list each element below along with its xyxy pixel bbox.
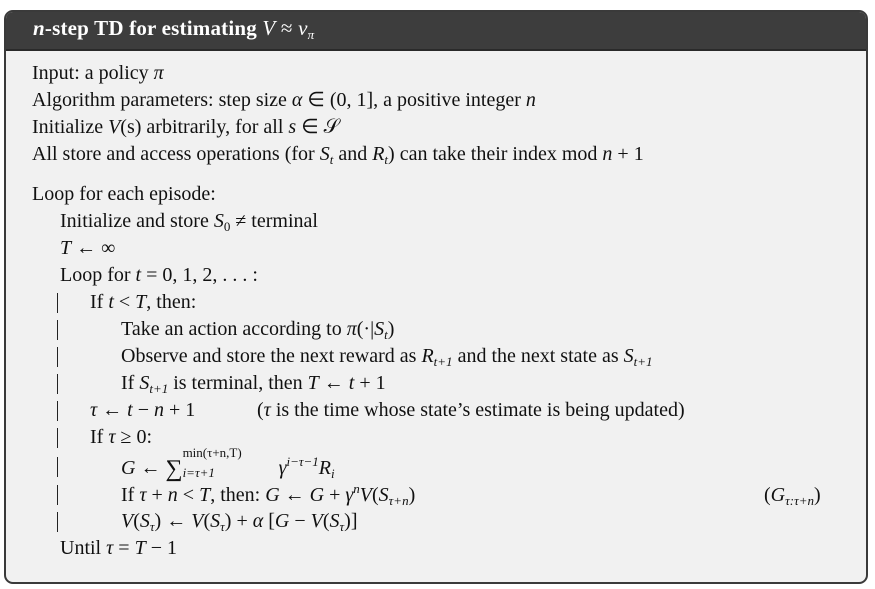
if-bootstrap-lt: < [177,484,200,506]
title-pi: π [307,27,315,42]
if-bootstrap-text2: , then: [210,484,266,506]
observe-R-sub: t+1 [433,354,453,369]
tau-update-n: n [154,399,165,421]
vu-bracket: [ [263,510,275,532]
if-bootstrap-gamma-sup: n [353,481,360,496]
G-sum-line [121,445,335,482]
until-line [60,538,177,558]
init-store-rest: ≠ terminal [230,210,318,232]
loop-t-t: t [135,264,142,286]
if-bootstrap-plus2: + [324,484,346,506]
init-store-S-sub: 0 [223,219,231,234]
vu-G: G [274,510,290,532]
T-init-T: T [60,237,72,259]
init-in: ∈ [296,116,324,138]
init-text2: arbitrarily, for all [141,116,289,138]
observe-R: R [421,345,434,367]
if-terminal-text2: is terminal, then [168,372,308,394]
params-line [32,90,536,110]
take-action-args: (·| [356,318,375,340]
vu-lhs: ( [133,510,140,532]
params-text1: Algorithm parameters: step size [32,89,292,111]
store-S: S [319,143,330,165]
if-tau-text: If [90,426,109,448]
store-R: R [372,143,385,165]
loop-bar [57,485,58,505]
params-alpha: α [291,89,303,111]
loop-bar [57,512,58,532]
if-bootstrap-plus: + [146,484,168,506]
algorithm-title [33,16,314,41]
until-text: Until [60,537,107,559]
if-bootstrap-close: ) [408,484,416,506]
title-text: -step TD for estimating [44,16,263,40]
G-sum-gamma: γ [278,457,287,479]
return-label-close: ) [814,484,821,506]
observe-S-sub: t+1 [633,354,653,369]
take-action-pi: π [346,318,357,340]
return-label-G: G [770,484,786,506]
title-approx: ≈ [275,16,299,40]
if-tau-rest: ≥ 0: [115,426,153,448]
if-bootstrap-G2: G [309,484,325,506]
title-v: v [298,16,308,40]
loop-bar [57,293,58,313]
init-store-text: Initialize and store [60,210,214,232]
take-action-S-sub: t [384,327,388,342]
tau-update-line [90,400,195,420]
vu-close2: ) [224,510,232,532]
tau-update-tau: τ [90,399,98,421]
if-terminal-t: t [348,372,355,394]
sum-limits [182,445,279,480]
tau-update-minus: − [132,399,155,421]
sum-icon: ∑ [165,456,183,482]
observe-line [121,345,653,369]
take-action-S: S [374,318,385,340]
if-t-t: t [108,291,114,313]
loop-bar [57,374,58,394]
vu-S3-sub: τ [339,519,345,534]
store-plus: + 1 [612,143,644,165]
title-n: n [33,16,45,40]
if-bootstrap-G: G [265,484,280,506]
T-init-line [60,238,115,258]
tau-update-arrow: ← [97,399,128,421]
store-line [32,143,644,167]
take-action-close: ) [387,318,395,340]
return-label-sub: τ:τ+n [785,493,815,508]
vu-lhs-close: ) [154,510,162,532]
if-t-line [90,292,196,312]
title-V: V [262,16,276,40]
init-set: 𝒮 [323,116,340,138]
vu-S2: S [210,510,221,532]
tau-comment-open: ( [257,399,264,421]
params-n: n [525,89,536,111]
vu-plus: + [231,510,253,532]
vu-S: S [139,510,150,532]
store-S-sub: t [329,152,334,167]
if-bootstrap-arrow: ← [279,484,310,506]
sum-upper: min(τ+n,T) [182,445,242,460]
observe-S: S [623,345,634,367]
loop-bar [57,320,58,340]
if-terminal-S: S [139,372,150,394]
loop-bar [57,428,58,448]
init-store-S: S [213,210,224,232]
store-R-sub: t [384,152,389,167]
init-text1: Initialize [32,116,109,138]
if-terminal-S-sub: t+1 [149,381,169,396]
sum-lower: i=τ+1 [182,465,215,480]
vu-V2: V [191,510,204,532]
tau-update-t: t [127,399,133,421]
if-bootstrap-S: S [378,484,389,506]
G-sum-R: R [318,457,331,479]
if-terminal-rest: + 1 [354,372,386,394]
init-args: (s) [120,116,142,138]
vu-open2: ( [203,510,211,532]
if-tau-line [90,427,152,447]
if-bootstrap-n: n [167,484,178,506]
vu-V: V [121,510,134,532]
if-t-rest: , then: [146,291,197,313]
loop-t-rest: = 0, 1, 2, . . . : [141,264,258,286]
tau-comment-tau: τ [263,399,271,421]
if-terminal-line [121,372,386,396]
if-bootstrap-S-sub: τ+n [388,493,409,508]
vu-close3: )] [344,510,358,532]
vu-S3: S [329,510,340,532]
init-V: V [108,116,121,138]
vu-arrow: ← [161,510,192,532]
G-sum-arrow: ← [135,457,166,479]
until-tau: τ [106,537,114,559]
loop-t-text: Loop for [60,264,136,286]
if-bootstrap-line [121,481,416,508]
take-action-text: Take an action according to [121,318,347,340]
tau-comment-text: is the time whose state’s estimate is being updated) [270,399,685,421]
if-bootstrap-open: ( [371,484,379,506]
if-bootstrap-text1: If [121,484,140,506]
vu-minus: − [289,510,311,532]
if-terminal-text1: If [121,372,140,394]
loop-bar [57,347,58,367]
until-T: T [134,537,146,559]
vu-V3: V [310,510,323,532]
return-label-open: ( [764,484,771,506]
if-bootstrap-gamma: γ [345,484,354,506]
vu-S-sub: τ [149,519,155,534]
loop-bar [57,401,58,421]
if-bootstrap-V: V [359,484,372,506]
G-sum-gamma-sup: i−τ−1 [286,454,319,469]
tau-update-rest: + 1 [164,399,196,421]
store-text3: ) can take their index mod [388,143,603,165]
vu-S2-sub: τ [220,519,225,534]
params-text2: ∈ (0, 1], a positive integer [302,89,526,111]
input-text: Input: a policy [32,62,154,84]
return-label [764,484,821,508]
vu-alpha: α [252,510,264,532]
vu-open3: ( [322,510,330,532]
value-update-line [121,510,358,534]
input-pi: π [153,62,164,84]
init-s: s [288,116,297,138]
algorithm-header [6,12,866,51]
store-n: n [602,143,613,165]
observe-text2: and the next state as [452,345,624,367]
input-line [32,63,164,83]
if-bootstrap-tau: τ [139,484,147,506]
T-init-rest: ← ∞ [71,237,116,259]
if-bootstrap-T: T [199,484,211,506]
if-t-T: T [135,291,147,313]
store-text1: All store and access operations (for [32,143,320,165]
until-eq: = [113,537,135,559]
take-action-line [121,318,395,342]
if-terminal-T: T [307,372,319,394]
loop-episode-line: Loop for each episode: [32,183,216,205]
tau-comment [257,400,685,420]
if-t-text: If [90,291,109,313]
store-text2: and [333,143,373,165]
loop-bar [57,457,58,477]
G-sum-G: G [121,457,136,479]
init-line [32,117,339,137]
if-tau-tau: τ [108,426,116,448]
G-sum-R-sub: i [330,466,335,481]
if-t-lt: < [113,291,136,313]
init-store-line [60,210,318,234]
if-terminal-arrow: ← [318,372,349,394]
loop-t-line [60,265,258,285]
observe-text1: Observe and store the next reward as [121,345,422,367]
until-rest: − 1 [145,537,177,559]
